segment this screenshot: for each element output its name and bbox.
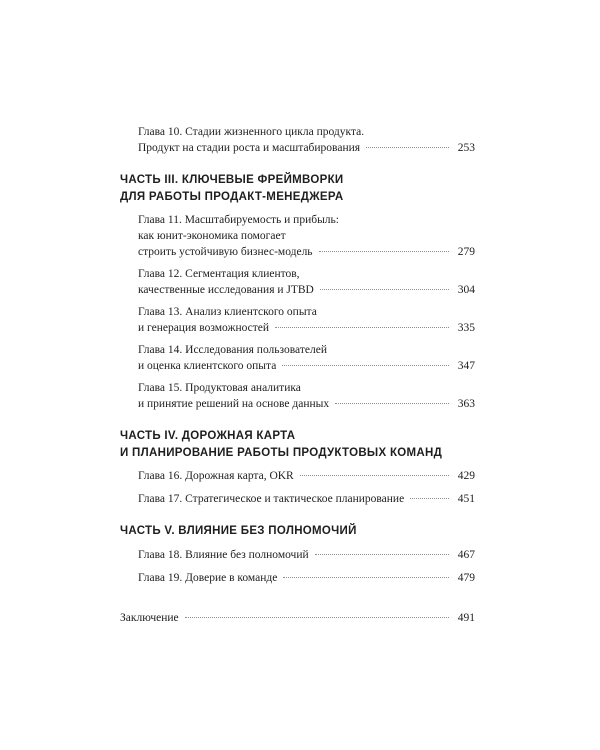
- page-number: 479: [457, 572, 475, 584]
- toc-entry-ch15-line1: Глава 15. Продуктовая аналитика: [138, 382, 301, 394]
- dot-leader: [300, 475, 449, 476]
- dot-leader: [185, 617, 449, 618]
- toc-entry-ch17[interactable]: [138, 491, 475, 507]
- toc-entry-ch10-line1: Глава 10. Стадии жизненного цикла продукта.: [138, 126, 365, 138]
- page-number: 491: [457, 612, 475, 624]
- dot-leader: [282, 365, 449, 366]
- toc-entry-ch16[interactable]: [138, 468, 475, 484]
- toc-entry-ch14[interactable]: [138, 358, 475, 374]
- toc-entry-ch11-line1: Глава 11. Масштабируемость и прибыль:: [138, 214, 339, 226]
- dot-leader: [315, 554, 449, 555]
- toc-entry-ch10[interactable]: [138, 140, 475, 156]
- page-number: 347: [457, 360, 475, 372]
- dot-leader: [320, 289, 449, 290]
- page-number: 304: [457, 284, 475, 296]
- dot-leader: [335, 403, 449, 404]
- toc-entry-ch11-line2: как юнит-экономика помогает: [138, 230, 286, 242]
- toc-entry-conclusion-line1: Заключение: [120, 612, 179, 624]
- toc-entry-ch15-line2: и принятие решений на основе данных: [138, 398, 330, 410]
- toc-entry-ch18-line1: Глава 18. Влияние без полномочий: [138, 549, 309, 561]
- dot-leader: [319, 251, 449, 252]
- toc-entry-ch14-line1: Глава 14. Исследования пользователей: [138, 344, 327, 356]
- toc-entry-ch13-line2: и генерация возможностей: [138, 322, 270, 334]
- page-number: 253: [457, 142, 475, 154]
- page-number: 467: [457, 549, 475, 561]
- toc-entry-ch11[interactable]: [138, 244, 475, 260]
- toc-entry-ch19[interactable]: [138, 570, 475, 586]
- dot-leader: [366, 147, 449, 148]
- dot-leader: [410, 498, 449, 499]
- toc-entry-ch17-line1: Глава 17. Стратегическое и тактическое планирование: [138, 493, 405, 505]
- toc-entry-conclusion[interactable]: [120, 610, 475, 626]
- dot-leader: [283, 577, 449, 578]
- toc-entry-ch15[interactable]: [138, 396, 475, 412]
- toc-entry-ch14-line2: и оценка клиентского опыта: [138, 360, 277, 372]
- part-heading-3-line2: ДЛЯ РАБОТЫ ПРОДАКТ-МЕНЕДЖЕРА: [120, 191, 344, 203]
- page-number: 363: [457, 398, 475, 410]
- toc-entry-ch16-line1: Глава 16. Дорожная карта, OKR: [138, 470, 294, 482]
- dot-leader: [275, 327, 449, 328]
- toc-entry-ch19-line1: Глава 19. Доверие в команде: [138, 572, 278, 584]
- toc-entry-ch10-line2: Продукт на стадии роста и масштабирования: [138, 142, 361, 154]
- page-number: 429: [457, 470, 475, 482]
- part-heading-4-line1: ЧАСТЬ IV. ДОРОЖНАЯ КАРТА: [120, 430, 296, 442]
- part-heading-3-line1: ЧАСТЬ III. КЛЮЧЕВЫЕ ФРЕЙМВОРКИ: [120, 174, 344, 186]
- toc-entry-ch13-line1: Глава 13. Анализ клиентского опыта: [138, 306, 317, 318]
- page-number: 279: [457, 246, 475, 258]
- toc-entry-ch12[interactable]: [138, 282, 475, 298]
- toc-entry-ch12-line1: Глава 12. Сегментация клиентов,: [138, 268, 300, 280]
- part-heading-4-line2: И ПЛАНИРОВАНИЕ РАБОТЫ ПРОДУКТОВЫХ КОМАНД: [120, 447, 443, 459]
- toc-entry-ch11-line3: строить устойчивую бизнес-модель: [138, 246, 313, 258]
- toc-entry-ch18[interactable]: [138, 547, 475, 563]
- part-heading-5-line1: ЧАСТЬ V. ВЛИЯНИЕ БЕЗ ПОЛНОМОЧИЙ: [120, 525, 357, 537]
- page-number: 335: [457, 322, 475, 334]
- toc-entry-ch13[interactable]: [138, 320, 475, 336]
- toc-entry-ch12-line2: качественные исследования и JTBD: [138, 284, 314, 296]
- page-number: 451: [457, 493, 475, 505]
